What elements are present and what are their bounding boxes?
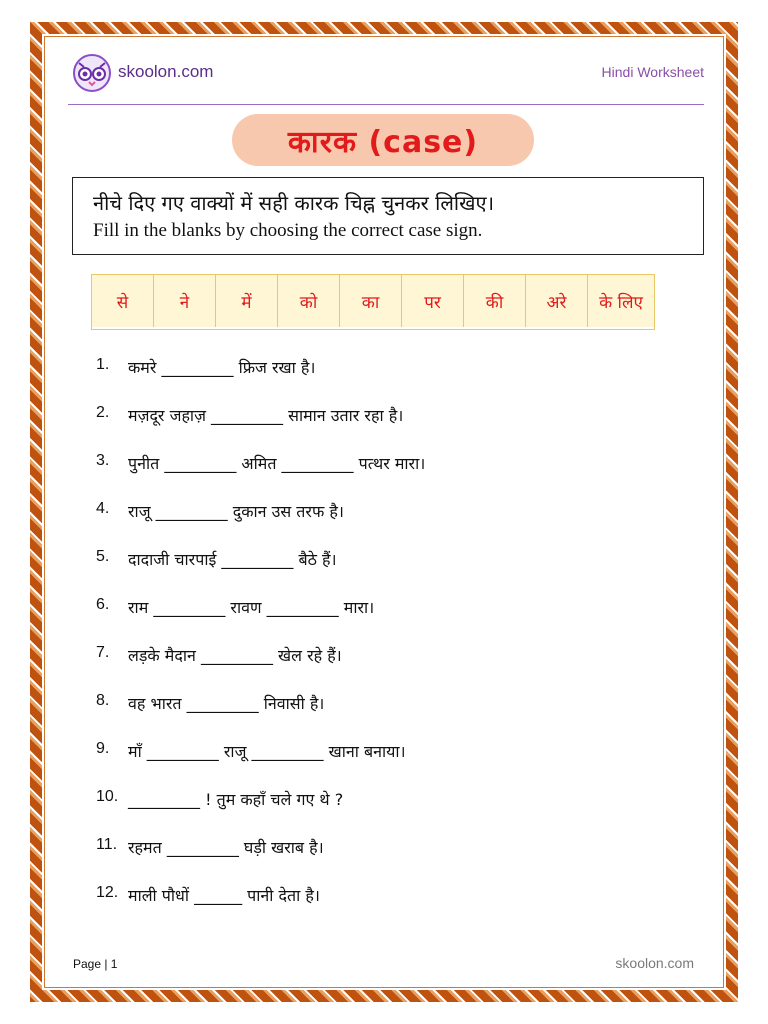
question-item <box>96 596 696 644</box>
question-text: कमरे _________ फ्रिज रखा है। <box>128 358 316 377</box>
page-number: Page | 1 <box>73 957 118 971</box>
question-number: 5. <box>96 548 110 565</box>
question-number: 6. <box>96 596 110 613</box>
question-text: मज़दूर जहाज़ _________ सामान उतार रहा है। <box>128 406 404 425</box>
instruction-box <box>72 177 704 255</box>
footer-site: skoolon.com <box>615 955 694 971</box>
question-text: दादाजी चारपाई _________ बैठे हैं। <box>128 550 337 569</box>
question-text: राजू _________ दुकान उस तरफ है। <box>128 502 344 521</box>
page-title: कारक (case) <box>232 114 534 166</box>
question-number: 3. <box>96 452 110 469</box>
instruction-hindi: नीचे दिए गए वाक्यों में सही कारक चिह्न चुनकर लिखिए। <box>93 191 495 215</box>
question-number: 11. <box>96 836 118 853</box>
question-text: माँ _________ राजू _________ खाना बनाया। <box>128 742 406 761</box>
question-number: 1. <box>96 356 110 373</box>
question-item <box>96 404 696 452</box>
question-number: 4. <box>96 500 110 517</box>
option-cell: ने <box>154 275 216 327</box>
question-number: 7. <box>96 644 110 661</box>
skoolon-logo-icon <box>68 52 116 94</box>
question-text: पुनीत _________ अमित _________ पत्थर मारा। <box>128 454 426 473</box>
header-divider <box>68 104 704 105</box>
question-item <box>96 644 696 692</box>
question-number: 10. <box>96 788 119 805</box>
question-text: राम _________ रावण _________ मारा। <box>128 598 375 617</box>
question-number: 2. <box>96 404 110 421</box>
question-item <box>96 452 696 500</box>
instruction-english: Fill in the blanks by choosing the correct case sign. <box>93 220 483 241</box>
question-item <box>96 836 696 884</box>
header <box>68 48 704 104</box>
option-cell: की <box>464 275 526 327</box>
option-cell: को <box>278 275 340 327</box>
question-item <box>96 500 696 548</box>
option-cell: पर <box>402 275 464 327</box>
question-item <box>96 788 696 836</box>
question-item <box>96 548 696 596</box>
question-text: लड़के मैदान _________ खेल रहे हैं। <box>128 646 342 665</box>
option-cell: में <box>216 275 278 327</box>
question-item <box>96 740 696 788</box>
question-number: 9. <box>96 740 110 757</box>
brand-name: skoolon.com <box>118 62 214 81</box>
question-text: रहमत _________ घड़ी खराब है। <box>128 838 324 857</box>
question-text: _________ ! तुम कहाँ चले गए थे ? <box>128 790 344 809</box>
option-cell: अरे <box>526 275 588 327</box>
question-item <box>96 692 696 740</box>
question-item <box>96 356 696 404</box>
option-cell: के लिए <box>588 275 654 327</box>
question-text: वह भारत _________ निवासी है। <box>128 694 325 713</box>
option-cell: का <box>340 275 402 327</box>
option-cell: से <box>92 275 154 327</box>
question-item <box>96 884 696 932</box>
worksheet-label: Hindi Worksheet <box>601 64 704 80</box>
case-options-table <box>91 274 655 330</box>
question-list <box>96 356 696 932</box>
question-number: 8. <box>96 692 110 709</box>
question-text: माली पौधों ______ पानी देता है। <box>128 886 320 905</box>
question-number: 12. <box>96 884 119 901</box>
